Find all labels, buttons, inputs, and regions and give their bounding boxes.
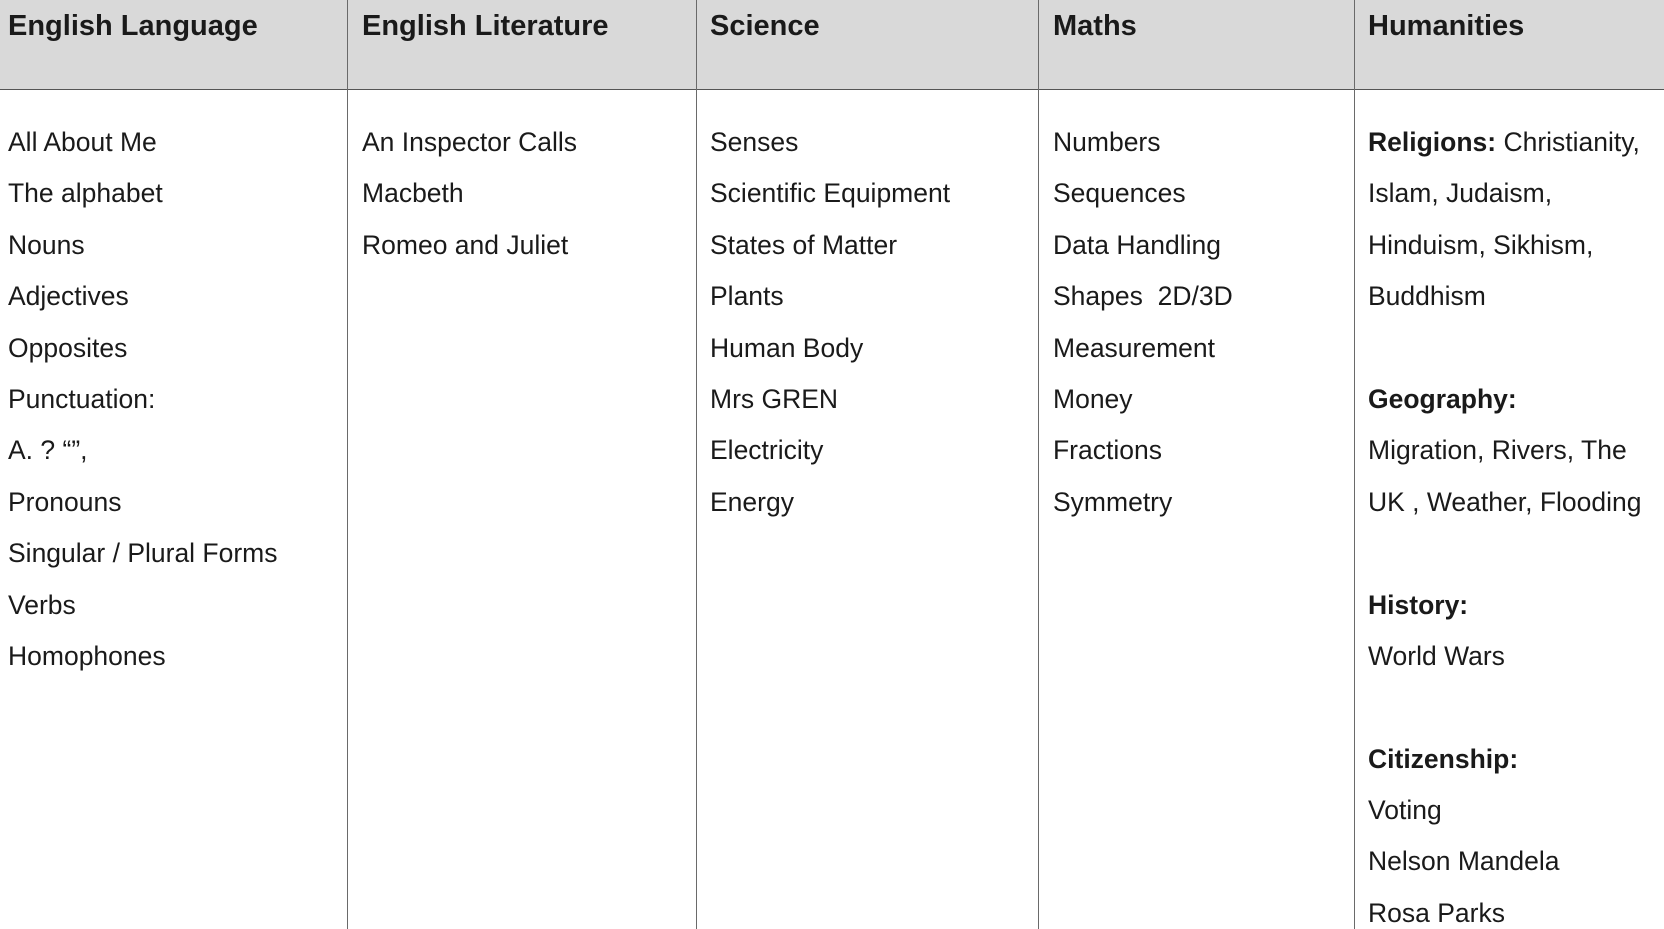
list-item: Nouns [8, 229, 85, 260]
column-science [696, 0, 1038, 929]
list-item: Sequences [1053, 178, 1186, 209]
column-body-science [710, 117, 950, 528]
list-item: Voting [1368, 795, 1442, 826]
list-item: Singular / Plural Forms [8, 538, 278, 569]
list-item: A. ? “”, [8, 435, 88, 466]
list-item: An Inspector Calls [362, 127, 578, 157]
list-item: Fractions [1053, 435, 1162, 466]
list-item: States of Matter [710, 229, 898, 260]
list-item: Energy [710, 486, 794, 517]
list-item: Measurement [1053, 332, 1216, 363]
religions-text: Islam, Judaism, [1368, 178, 1553, 209]
column-divider [347, 0, 348, 929]
list-item: Opposites [8, 332, 128, 363]
citizenship-label: Citizenship: [1368, 743, 1519, 774]
geography-label: Geography: [1368, 383, 1517, 414]
religions-text: Hinduism, Sikhism, [1368, 229, 1594, 260]
list-item: Plants [710, 281, 784, 312]
list-item: Symmetry [1053, 486, 1173, 517]
religions-text: Christianity, [1496, 127, 1640, 157]
list-item: Rosa Parks [1368, 897, 1505, 928]
list-item: Pronouns [8, 486, 122, 517]
list-item: Mrs GREN [710, 383, 839, 414]
religions-line [1368, 117, 1642, 168]
column-body-english-language [8, 117, 278, 682]
list-item: Punctuation: [8, 383, 156, 414]
column-divider [696, 0, 697, 929]
column-divider [1038, 0, 1039, 929]
list-item: Verbs [8, 589, 76, 620]
list-item: Data Handling [1053, 229, 1221, 260]
history-label: History: [1368, 589, 1469, 620]
spacer [1368, 682, 1642, 733]
column-body-maths [1053, 117, 1233, 528]
column-header-humanities: Humanities [1368, 10, 1525, 42]
list-item: Homophones [8, 640, 166, 671]
list-item: Money [1053, 383, 1133, 414]
column-body-english-literature [362, 117, 577, 271]
column-divider [1354, 0, 1355, 929]
column-maths [1038, 0, 1354, 929]
list-item: The alphabet [8, 178, 163, 209]
column-header-science: Science [710, 10, 820, 42]
column-english-literature [347, 0, 696, 929]
column-header-maths: Maths [1053, 10, 1137, 42]
list-item: Human Body [710, 332, 864, 363]
spacer [1368, 528, 1642, 579]
column-humanities [1354, 0, 1664, 929]
list-item: Nelson Mandela [1368, 846, 1560, 877]
list-item: Adjectives [8, 281, 129, 312]
column-header-english-literature: English Literature [362, 10, 609, 42]
list-item: Macbeth [362, 178, 464, 209]
list-item: Romeo and Juliet [362, 229, 569, 260]
column-header-english-language: English Language [8, 10, 258, 42]
spacer [1368, 323, 1642, 374]
religions-text: Buddhism [1368, 281, 1486, 312]
list-item: Numbers [1053, 127, 1161, 157]
column-english-language [0, 0, 347, 929]
religions-label: Religions: [1368, 127, 1497, 157]
list-item: Senses [710, 127, 799, 157]
geography-text: Migration, Rivers, The [1368, 435, 1627, 466]
list-item: Shapes 2D/3D [1053, 281, 1233, 312]
history-text: World Wars [1368, 640, 1505, 671]
column-body-humanities [1368, 117, 1642, 929]
list-item: Scientific Equipment [710, 178, 951, 209]
geography-text: UK , Weather, Flooding [1368, 486, 1642, 517]
list-item: Electricity [710, 435, 824, 466]
list-item: All About Me [8, 127, 157, 157]
